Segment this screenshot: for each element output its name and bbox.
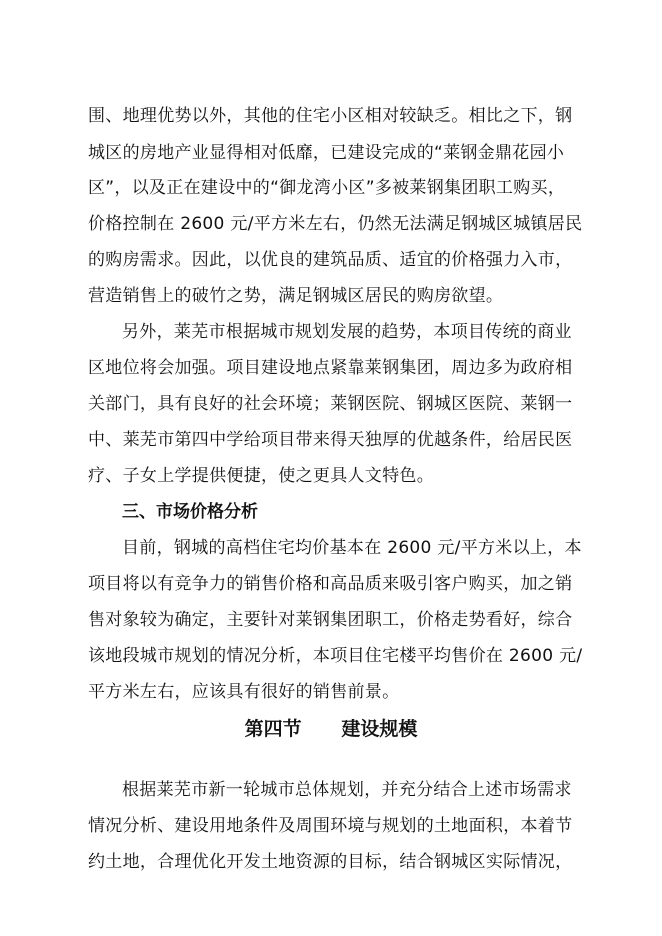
text-line: 疗、子女上学提供便捷，使之更具人文特色。 (88, 466, 434, 486)
text-line: 根据莱芜市新一轮城市总体规划，并充分结合上述市场需求 (122, 780, 572, 800)
text-line: 平方米左右，应该具有很好的销售前景。 (88, 682, 400, 702)
text-line: 的购房需求。因此，以优良的建筑品质、适宜的价格强力入市， (88, 250, 573, 270)
text-line: 该地段城市规划的情况分析，本项目住宅楼平均售价在 2600 元/ (88, 646, 583, 666)
section-title: 第四节 建设规模 (244, 718, 418, 740)
text-line: 城区的房地产业显得相对低靡，已建设完成的“莱钢金鼎花园小 (88, 143, 565, 163)
text-line: 情况分析、建设用地条件及周围环境与规划的土地面积，本着节 (88, 816, 573, 836)
text-line: 关部门，具有良好的社会环境；莱钢医院、钢城区医院、莱钢一 (88, 394, 573, 414)
subheading-market-price-analysis: 三、市场价格分析 (122, 502, 258, 522)
text-line: 项目将以有竞争力的销售价格和高品质来吸引客户购买，加之销 (88, 574, 573, 594)
text-line: 另外，莱芜市根据城市规划发展的趋势，本项目传统的商业 (122, 322, 572, 342)
text-line: 中、莱芜市第四中学给项目带来得天独厚的优越条件，给居民医 (88, 430, 573, 450)
text-line: 约土地，合理优化开发土地资源的目标，结合钢城区实际情况， (88, 852, 573, 872)
text-line: 围、地理优势以外，其他的住宅小区相对较缺乏。相比之下，钢 (88, 106, 573, 126)
text-line: 售对象较为确定，主要针对莱钢集团职工，价格走势看好，综合 (88, 610, 573, 630)
text-line: 目前，钢城的高档住宅均价基本在 2600 元/平方米以上，本 (122, 538, 582, 558)
text-line: 营造销售上的破竹之势，满足钢城区居民的购房欲望。 (88, 286, 504, 306)
text-line: 区”，以及正在建设中的“御龙湾小区”多被莱钢集团职工购买， (88, 178, 566, 198)
text-line: 价格控制在 2600 元/平方米左右，仍然无法满足钢城区城镇居民 (88, 214, 583, 234)
text-line: 区地位将会加强。项目建设地点紧靠莱钢集团，周边多为政府相 (88, 358, 573, 378)
